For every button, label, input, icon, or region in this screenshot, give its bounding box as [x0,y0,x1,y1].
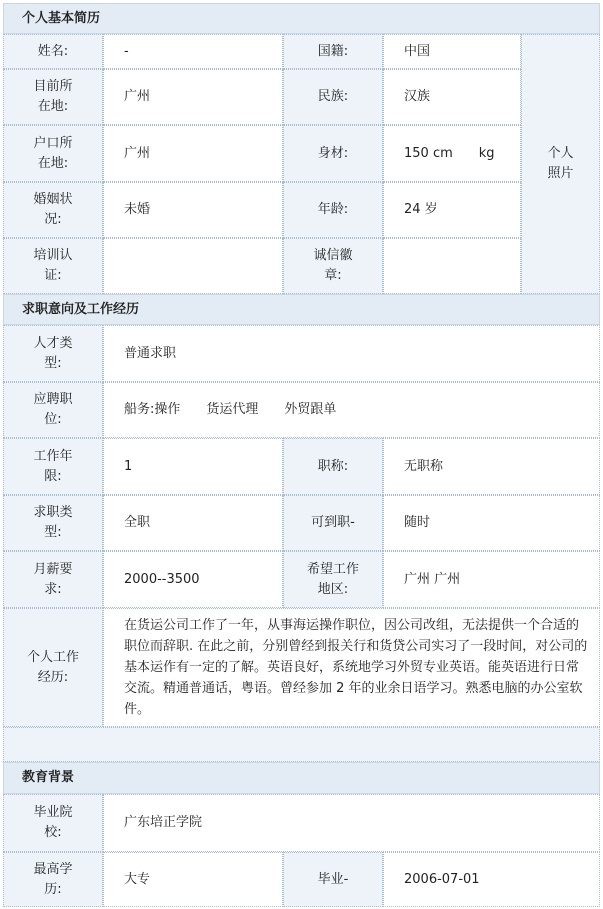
photo-placeholder [521,34,600,294]
name-label: 姓名: [3,34,103,69]
position-label-text: 应聘职位: [33,392,73,427]
experience-label-text: 个人工作经历: [26,649,79,685]
position-item: 货运代理 [206,402,259,417]
experience-value: 在货运公司工作了一年，从事海运操作职位，因公司改组，无法提供一个合适的职位而辞职. 在此之前，分别曾经到报关行和货贷公司实习了一段时间，对公司的基本运作有一定的了解。英语良好，系统地学习外贸专业英语。能英语进行日常交流。精通普通话，粤语。曾经参加 2 年的业余日语学习。熟悉电脑的办公室软件。 [103,608,600,727]
training-label [3,238,103,294]
position-label [3,382,103,438]
section-header-basic [3,3,600,34]
school-value: 广东培正学院 [103,794,600,852]
school-label [3,794,103,852]
position-value [103,382,600,438]
integrity-value [383,238,521,294]
ethnicity-value: 汉族 [383,69,521,125]
work-years-label [3,438,103,495]
location-label-text: 希望工作地区: [306,561,359,597]
integrity-label [283,238,383,294]
age-value: 24 岁 [383,182,521,238]
nationality-label: 国籍: [283,34,383,69]
job-type-label-text: 求职类型: [33,505,73,540]
experience-label [3,608,103,727]
availability-value: 随时 [383,495,600,551]
residence-label-text: 目前所在地: [33,79,73,114]
job-type-label [3,495,103,551]
spacer-row [3,727,600,762]
salary-label [3,551,103,608]
degree-value: 大专 [103,852,283,907]
nationality-value: 中国 [383,34,521,69]
marital-value: 未婚 [103,182,283,238]
residence-value: 广州 [103,69,283,125]
residence-label [3,69,103,125]
section-header-job [3,294,600,325]
section-title: 个人基本简历 [22,10,101,26]
location-label [283,551,383,608]
marital-label [3,182,103,238]
talent-type-label [3,325,103,382]
degree-label [3,852,103,907]
job-type-value: 全职 [103,495,283,551]
talent-type-value: 普通求职 [103,325,600,382]
school-label-text: 毕业院校: [33,805,73,840]
training-value [103,238,283,294]
work-years-value: 1 [103,438,283,495]
age-label: 年龄: [283,182,383,238]
position-item: 外贸跟单 [284,402,337,417]
hukou-value: 广州 [103,125,283,182]
title-value: 无职称 [383,438,600,495]
height-label: 身材: [283,125,383,182]
photo-label: 个人照片 [547,146,574,181]
graduation-label: 毕业- [283,852,383,907]
title-label: 职称: [283,438,383,495]
height-value [383,125,521,182]
marital-label-text: 婚姻状况: [33,192,73,227]
hukou-label-text: 户口所在地: [33,135,73,171]
talent-type-label-text: 人才类型: [33,335,73,371]
training-label-text: 培训认证: [33,248,73,283]
section-title: 教育背景 [22,770,75,785]
graduation-value: 2006-07-01 [383,852,600,907]
weight-unit: kg [478,145,495,161]
section-title: 求职意向及工作经历 [22,301,140,317]
degree-label-text: 最高学历: [33,861,73,897]
height-number: 150 cm [404,145,453,161]
hukou-label [3,125,103,182]
name-value: - [103,34,283,69]
integrity-label-text: 诚信徽章: [313,248,353,283]
location-value: 广州 广州 [383,551,600,608]
section-header-edu [3,762,600,794]
salary-label-text: 月薪要求: [33,561,73,597]
position-item: 船务:操作 [124,402,181,417]
work-years-label-text: 工作年限: [33,448,73,484]
ethnicity-label: 民族: [283,69,383,125]
salary-value: 2000--3500 [103,551,283,608]
availability-label: 可到职- [283,495,383,551]
